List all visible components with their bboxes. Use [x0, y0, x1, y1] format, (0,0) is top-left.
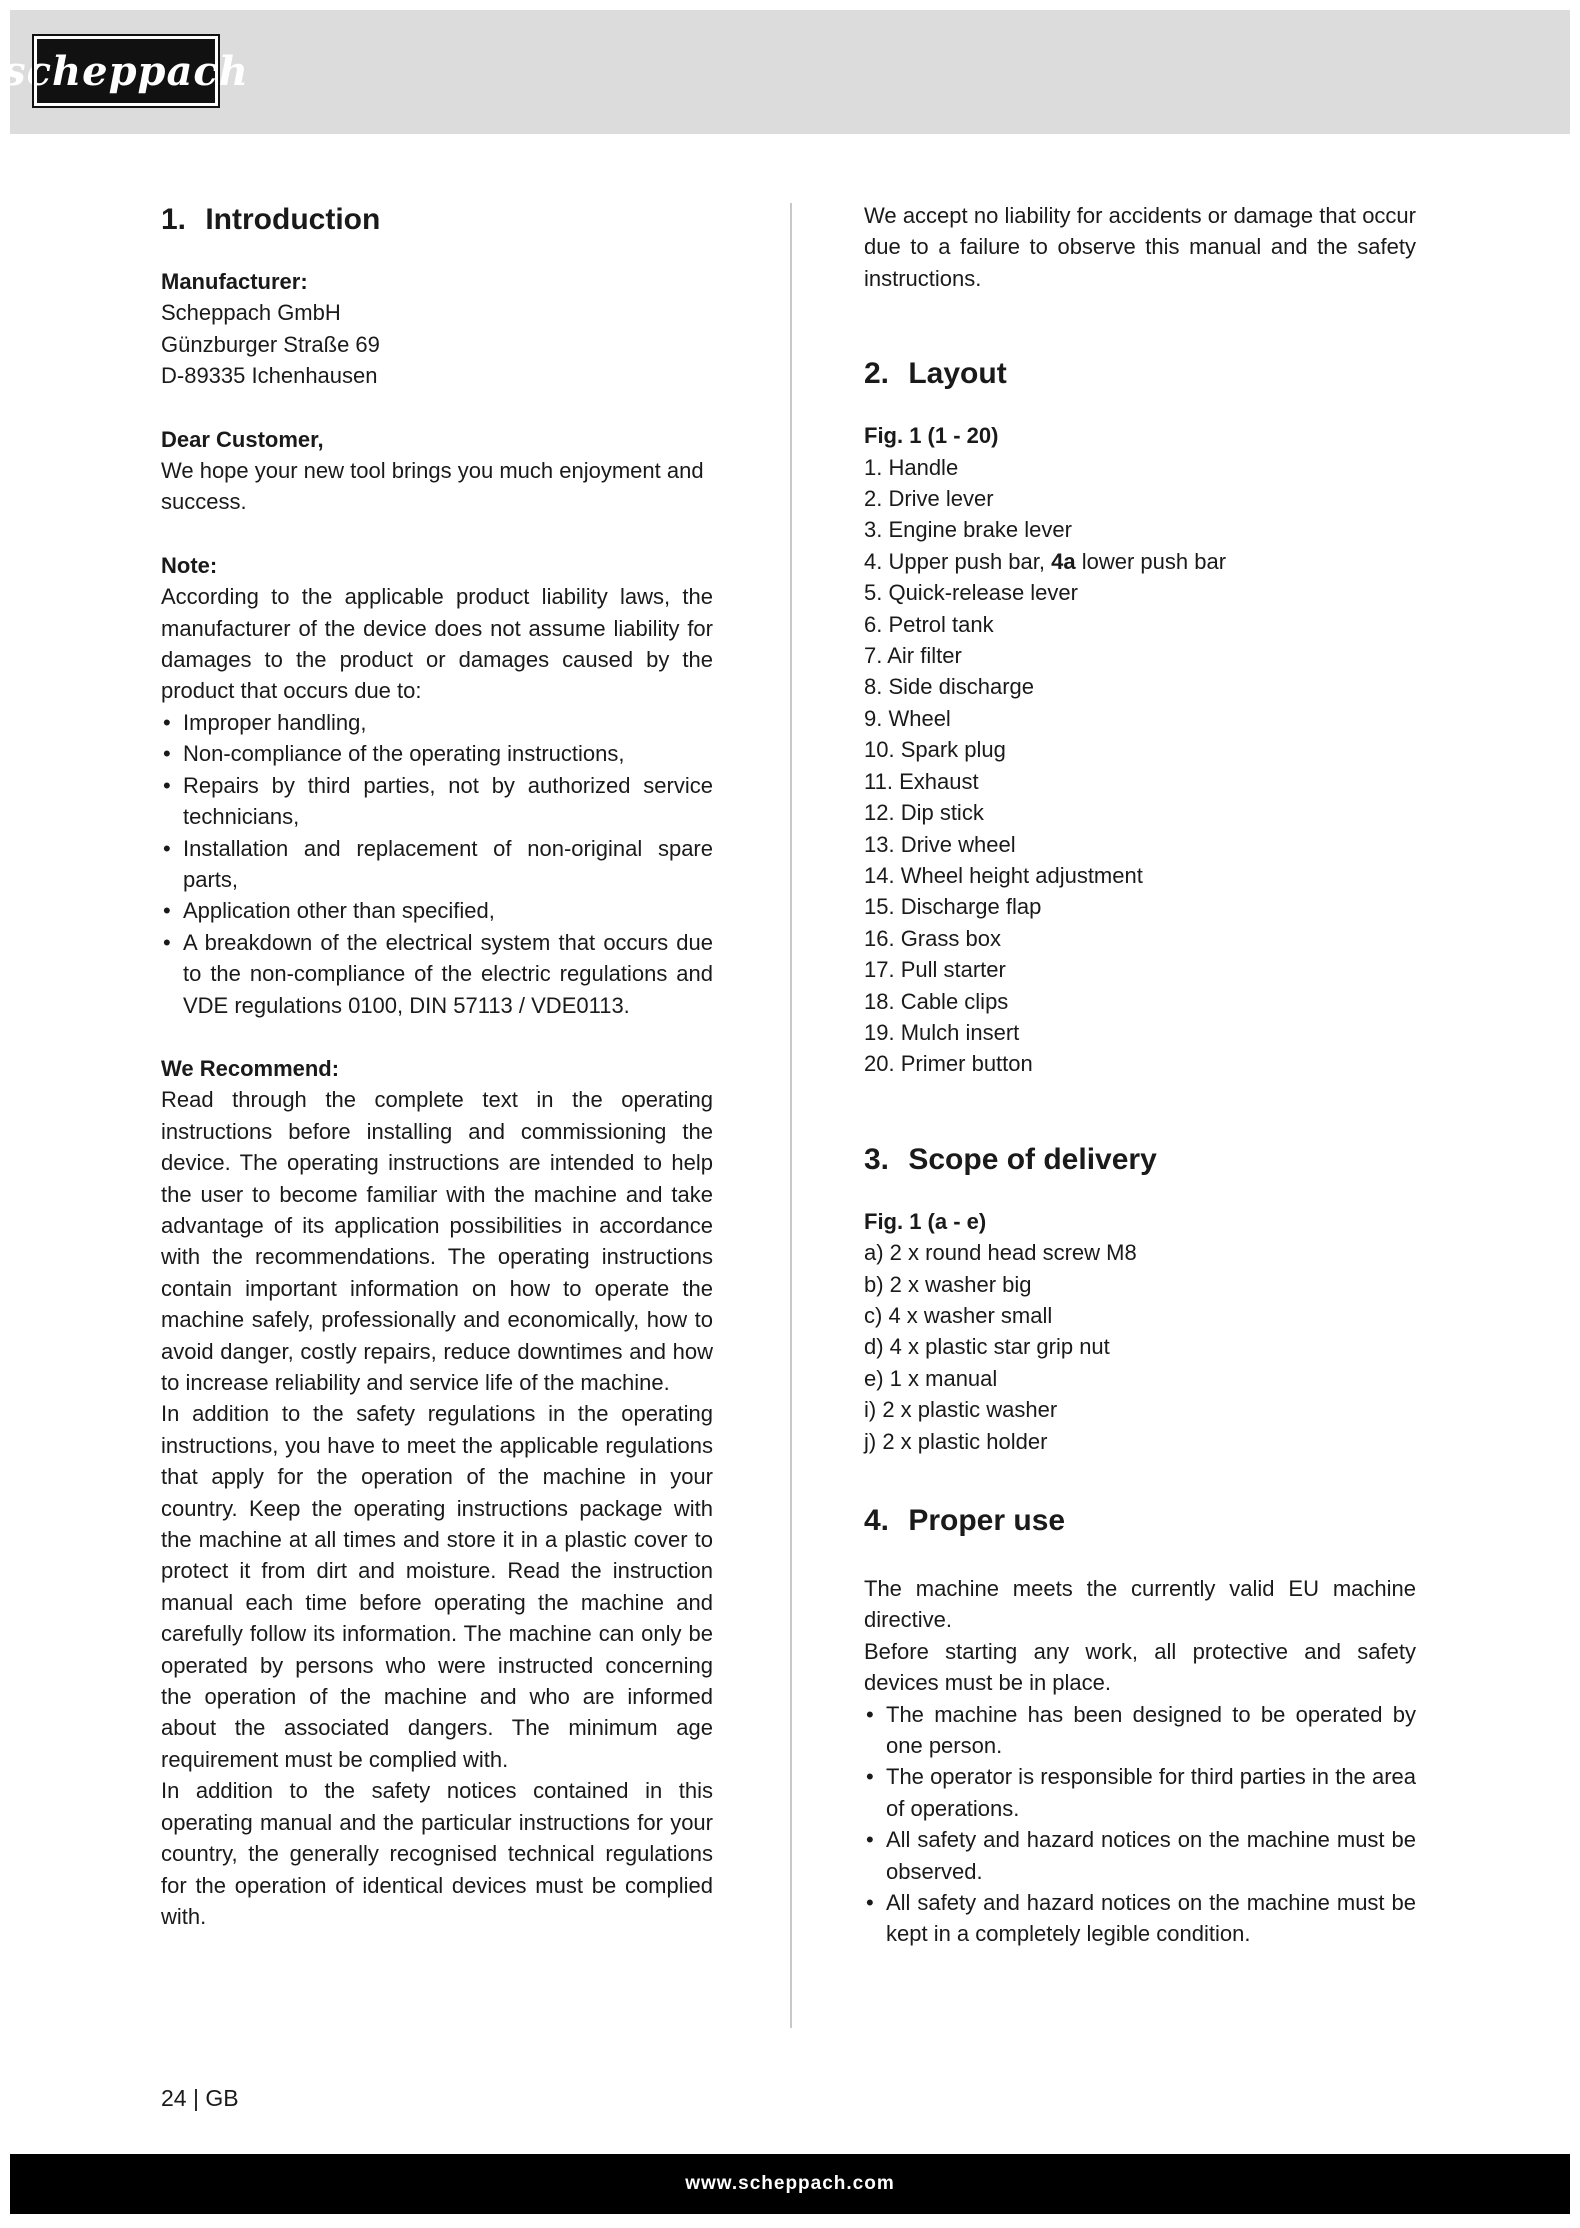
section-number: 1.	[161, 203, 187, 236]
recommend-label: We Recommend:	[161, 1055, 340, 1081]
list-item: 12. Dip stick	[864, 800, 984, 826]
section-title: Scope of delivery	[908, 1142, 1157, 1176]
list-item: i) 2 x plastic washer	[864, 1397, 1058, 1423]
liability-text: We accept no liability for accidents or damage that occur due to a failure to observe this manual and the safety instructions.	[864, 203, 1416, 291]
manufacturer-line: D-89335 Ichenhausen	[161, 363, 378, 389]
list-item: 3. Engine brake lever	[864, 517, 1072, 543]
list-item: • Application other than specified,	[161, 895, 713, 926]
section-heading-introduction	[161, 200, 713, 240]
note-text: According to the applicable product liability laws, the manufacturer of the device does not assume liability for damages to the product or damages caused by the product that occurs due to:	[161, 584, 713, 704]
section-heading-proper-use	[864, 1501, 1416, 1541]
page-number: 24 | GB	[161, 2085, 239, 2111]
list-item: 19. Mulch insert	[864, 1019, 1020, 1045]
use-bullet-list	[864, 1699, 1416, 1950]
use-paragraph: The machine meets the currently valid EU machine directive.	[864, 1576, 1416, 1633]
list-item: • Improper handling,	[161, 707, 713, 738]
column-divider	[790, 203, 792, 2028]
use-paragraph: Before starting any work, all protective and safety devices must be in place.	[864, 1638, 1416, 1696]
section-heading-layout	[864, 354, 1416, 394]
manufacturer-line: Günzburger Straße 69	[161, 331, 380, 357]
list-item: 16. Grass box	[864, 925, 1001, 951]
list-item-bold: 4a	[1051, 548, 1076, 574]
section-title: Layout	[908, 357, 1007, 391]
list-item-text: 4. Upper push bar,	[864, 548, 1052, 574]
list-item: 2. Drive lever	[864, 486, 994, 512]
section-number: 2.	[864, 357, 890, 391]
manufacturer-label: Manufacturer:	[161, 269, 308, 294]
list-item: • The operator is responsible for third parties in the area of operations.	[864, 1761, 1416, 1824]
recommend-paragraph: Read through the complete text in the operating instructions before installing and commissioning the device. The operating instructions are intended to help the user to become familiar with the machine and take advantage of its application possibilities in accordance with the recommendations. The operating instructions contain important information on how to operate the machine safely, professionally and economically, how to avoid danger, costly repairs, reduce downtimes and how to increase reliability and service life of the machine.	[161, 1087, 713, 1395]
website-link[interactable]: www.scheppach.com	[685, 2173, 895, 2194]
list-item: 11. Exhaust	[864, 768, 979, 794]
list-item: • Repairs by third parties, not by authorized service technicians,	[161, 770, 713, 833]
scheppach-logo: scheppach	[34, 36, 218, 106]
list-item: j) 2 x plastic holder	[864, 1428, 1048, 1454]
list-item: 13. Drive wheel	[864, 831, 1016, 857]
list-item: 7. Air filter	[864, 643, 962, 669]
note-label: Note:	[161, 552, 218, 578]
customer-text: We hope your new tool brings you much enjoyment and success.	[161, 458, 704, 515]
list-item: 5. Quick-release lever	[864, 580, 1078, 606]
manufacturer-line: Scheppach GmbH	[161, 300, 341, 326]
list-item: c) 4 x washer small	[864, 1302, 1053, 1328]
list-item	[864, 546, 1416, 577]
footer-band	[10, 2154, 1570, 2214]
section-title: Proper use	[908, 1504, 1066, 1537]
list-item: 9. Wheel	[864, 705, 951, 731]
list-item: a) 2 x round head screw M8	[864, 1240, 1137, 1266]
list-item: 18. Cable clips	[864, 988, 1009, 1014]
note-bullet-list	[161, 707, 713, 1021]
layout-parts-list	[864, 452, 1416, 1080]
list-item: 8. Side discharge	[864, 674, 1034, 700]
scope-items-list	[864, 1237, 1416, 1457]
customer-label: Dear Customer,	[161, 426, 324, 452]
section-number: 4.	[864, 1504, 890, 1537]
list-item: e) 1 x manual	[864, 1365, 998, 1391]
list-item: b) 2 x washer big	[864, 1271, 1032, 1297]
right-column	[864, 200, 1416, 1950]
recommend-paragraph: In addition to the safety regulations in the operating instructions, you have to meet the applicable regulations that apply for the operation of the machine in your country. Keep the operating instructions package with the machine at all times and store it in a plastic cover to protect it from dirt and moisture. Read the instruction manual each time before operating the machine and carefully follow its information. The machine can only be operated by persons who were instructed concerning the operation of the machine and who are informed about the associated dangers. The minimum age requirement must be complied with.	[161, 1401, 713, 1772]
left-column	[161, 200, 713, 1932]
list-item: d) 4 x plastic star grip nut	[864, 1334, 1110, 1360]
list-item: 15. Discharge flap	[864, 894, 1042, 920]
scope-figure-ref: Fig. 1 (a - e)	[864, 1208, 987, 1234]
list-item: • Non-compliance of the operating instructions,	[161, 738, 713, 769]
recommend-paragraph: In addition to the safety notices contained in this operating manual and the particular instructions for your country, the generally recognised technical regulations for the operation of identical devices must be complied with.	[161, 1778, 713, 1929]
list-item: • A breakdown of the electrical system that occurs due to the non-compliance of the electric regulations and VDE regulations 0100, DIN 57113 / VDE0113.	[161, 927, 713, 1021]
section-heading-scope	[864, 1140, 1416, 1180]
section-number: 3.	[864, 1142, 890, 1176]
list-item: • Installation and replacement of non-original spare parts,	[161, 833, 713, 896]
list-item-text: lower push bar	[1075, 548, 1227, 574]
list-item: 10. Spark plug	[864, 737, 1006, 763]
list-item: 20. Primer button	[864, 1051, 1033, 1077]
list-item: 14. Wheel height adjustment	[864, 862, 1143, 888]
list-item: 6. Petrol tank	[864, 611, 994, 637]
list-item: 1. Handle	[864, 454, 959, 480]
list-item: • All safety and hazard notices on the machine must be observed.	[864, 1824, 1416, 1887]
layout-figure-ref: Fig. 1 (1 - 20)	[864, 423, 999, 449]
list-item: • All safety and hazard notices on the machine must be kept in a completely legible condition.	[864, 1887, 1416, 1950]
list-item: • The machine has been designed to be operated by one person.	[864, 1699, 1416, 1762]
section-title: Introduction	[205, 203, 381, 236]
list-item: 17. Pull starter	[864, 957, 1006, 983]
